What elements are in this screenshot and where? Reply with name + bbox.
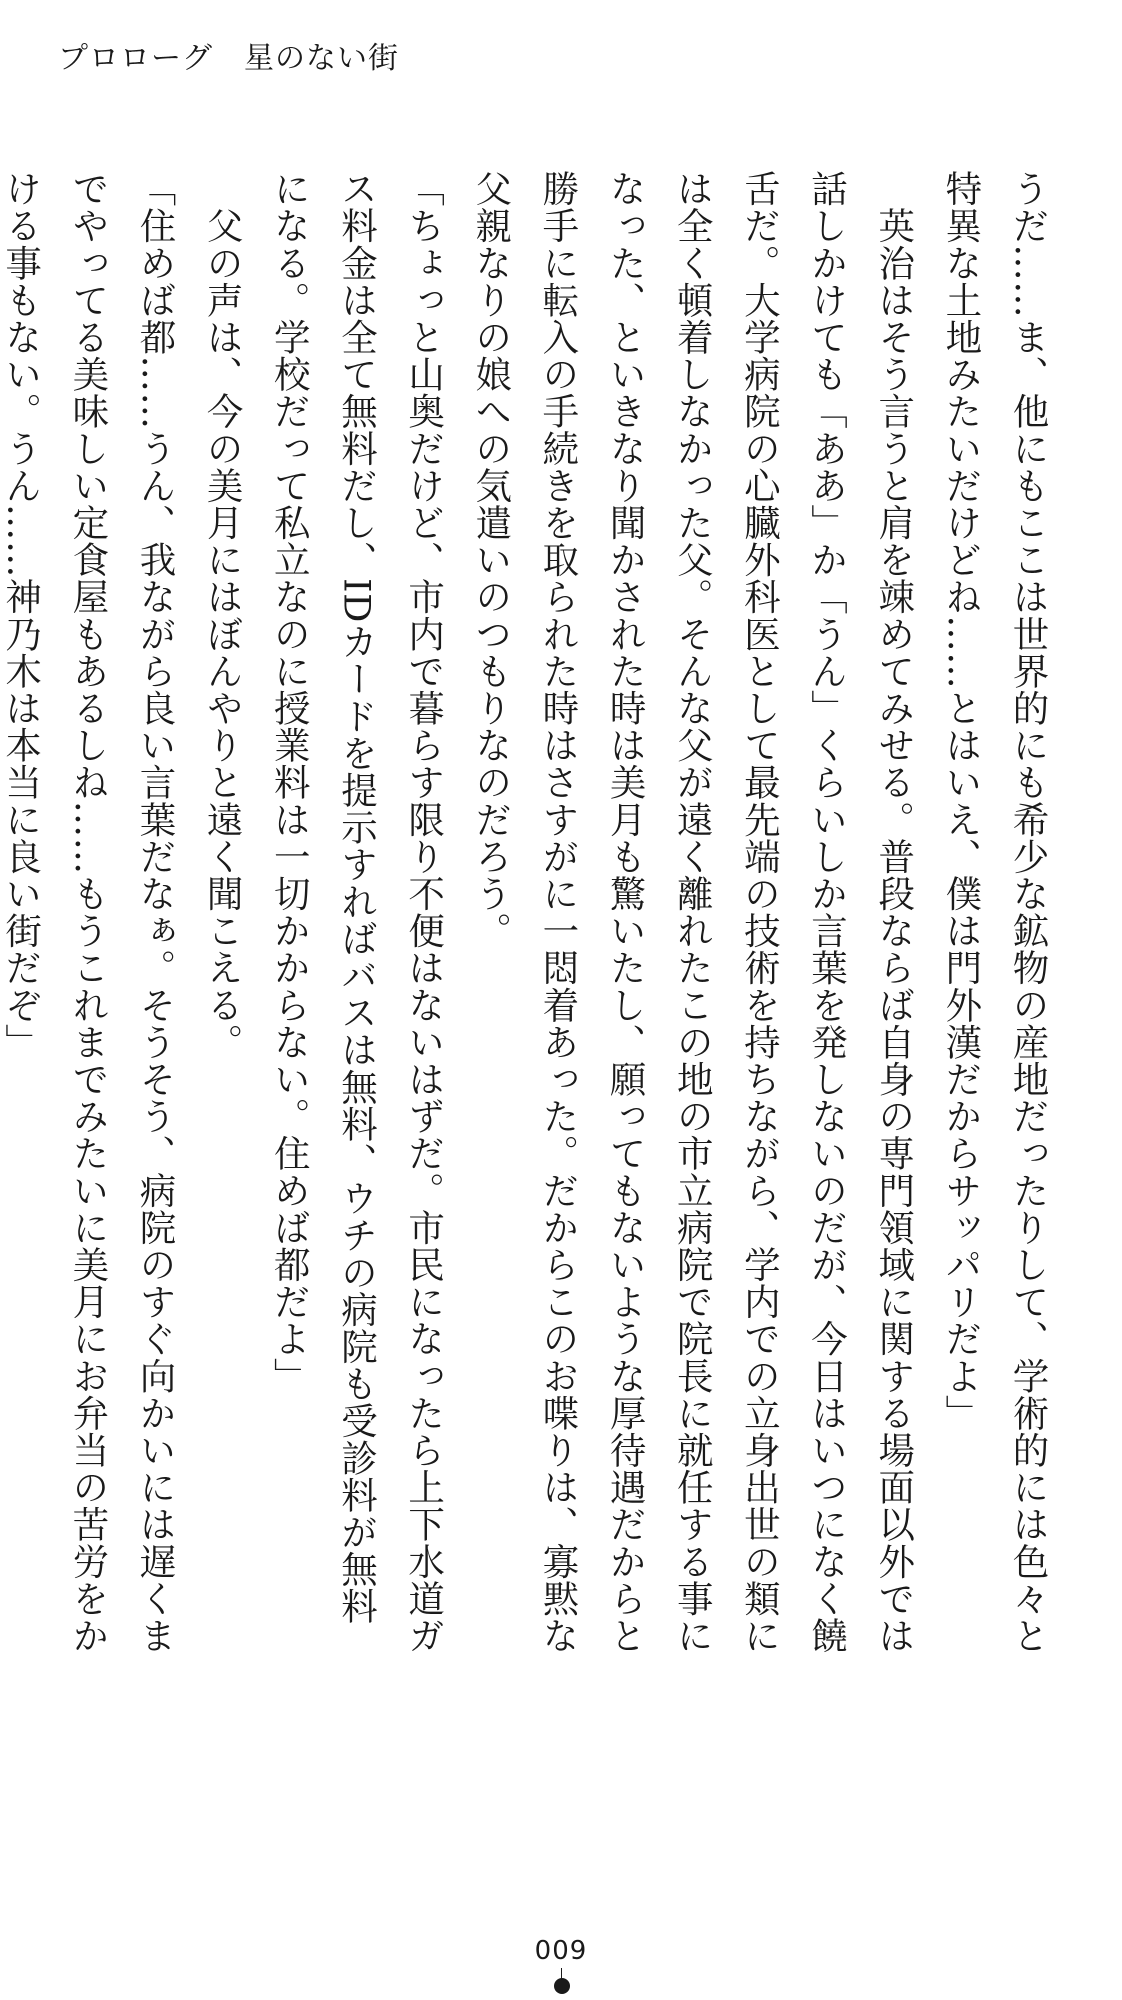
text-line: 勝手に転入の手続きを取られた時はさすがに一悶着あった。だからこのお喋りは、寡黙な xyxy=(536,170,580,1654)
text-line: 「ちょっと山奥だけど、市内で暮らす限り不便はないはずだ。市民になったら上下水道ガ xyxy=(402,170,446,1654)
text-line: でやってる美味しい定食屋もあるしね……もうこれまでみたいに美月にお弁当の苦労をか xyxy=(66,170,110,1654)
text-line: 「住めば都……うん、我ながら良い言葉だなぁ。そうそう、病院のすぐ向かいには遅くま xyxy=(133,170,177,1654)
text-line: は全く頓着しなかった父。そんな父が遠く離れたこの地の市立病院で院長に就任する事に xyxy=(671,170,715,1654)
text-line: ス料金は全て無料だし、IDカードを提示すればバスは無料、ウチの病院も受診料が無料 xyxy=(335,170,379,1625)
page-number: 009 xyxy=(534,1936,588,1966)
vertical-body-text xyxy=(0,170,1062,1690)
text-line: 英治はそう言うと肩を竦めてみせる。普段ならば自身の専門領域に関する場面以外では xyxy=(872,170,916,1654)
text-line: なった、といきなり聞かされた時は美月も驚いたし、願ってもないような厚待遇だからと xyxy=(604,170,648,1654)
text-line: 舌だ。大学病院の心臓外科医として最先端の技術を持ちながら、学内での立身出世の類に xyxy=(738,170,782,1654)
text-line: 父親なりの娘への気遣いのつもりなのだろう。 xyxy=(469,170,513,950)
text-line: 父の声は、今の美月にはぼんやりと遠く聞こえる。 xyxy=(201,170,245,1061)
text-line: うだ……ま、他にもここは世界的にも希少な鉱物の産地だったりして、学術的には色々と xyxy=(1007,170,1050,1654)
text-line: 特異な土地みたいだけどね……とはいえ、僕は門外漢だからサッパリだよ」 xyxy=(939,170,983,1432)
text-line: になる。学校だって私立なのに授業料は一切かからない。住めば都だよ」 xyxy=(268,170,312,1395)
running-header: プロローグ 星のない街 xyxy=(58,41,399,76)
text-line: ける事もない。うん……神乃木は本当に良い街だぞ」 xyxy=(0,170,43,1061)
page-marker-dot xyxy=(554,1978,570,1994)
text-line: 話しかけても「ああ」か「うん」くらいしか言葉を発しないのだが、今日はいつになく饒 xyxy=(805,170,849,1654)
